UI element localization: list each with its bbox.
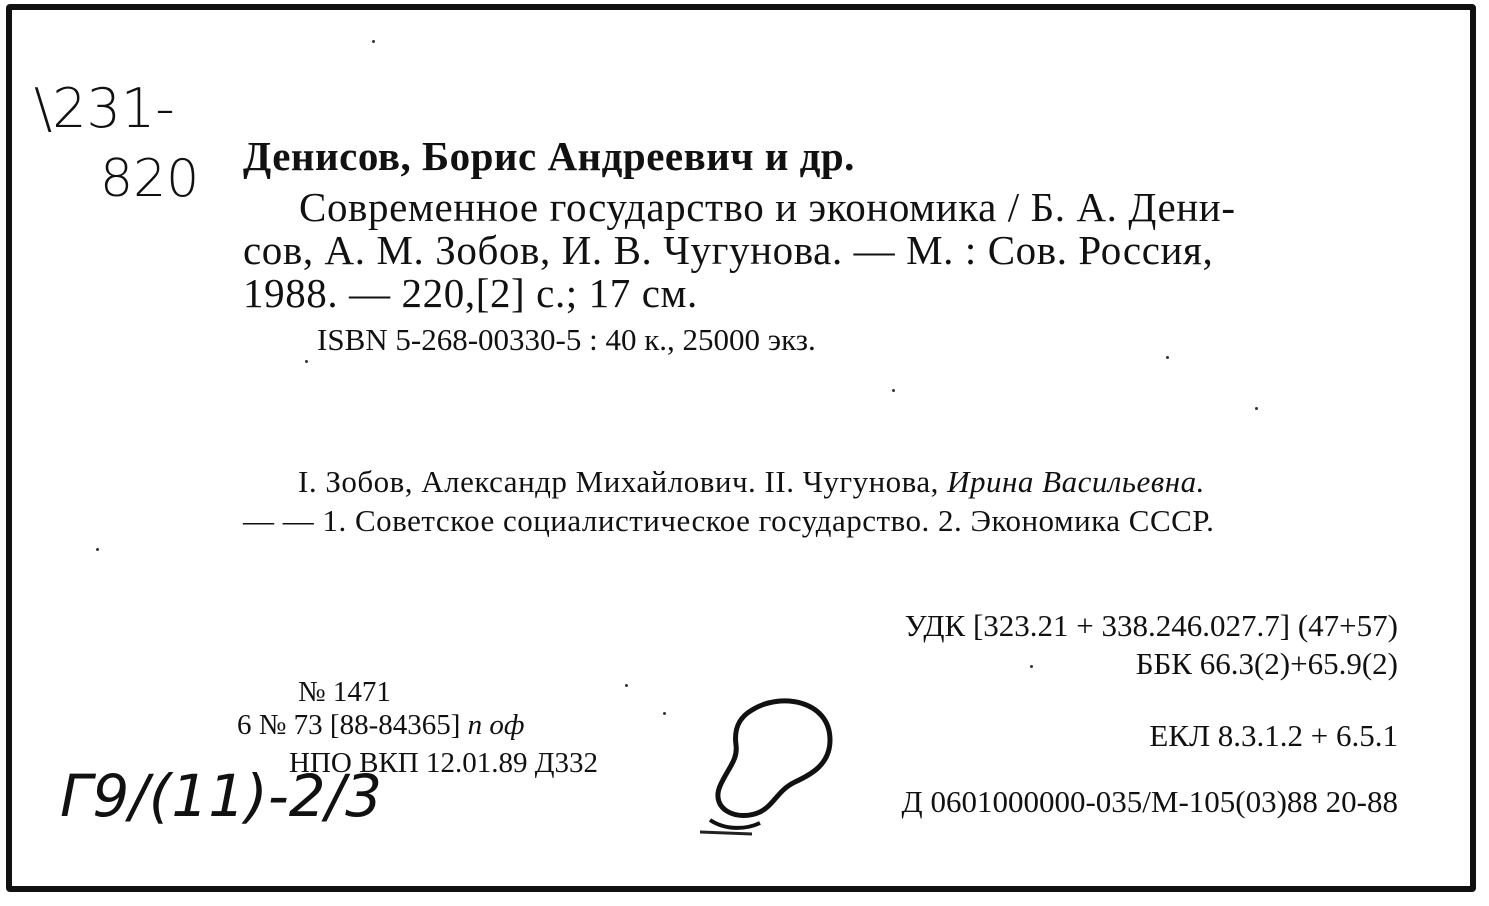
print-order-line xyxy=(237,711,524,740)
tracings-authors: I. Зобов, Александр Михайлович. II. Чугунова, xyxy=(298,464,948,499)
handwritten-shelfmark-line1: \231- xyxy=(34,77,175,140)
paper-speck xyxy=(1255,407,1258,410)
bbk-code: ББК 66.3(2)+65.9(2) xyxy=(1135,646,1398,681)
paper-speck xyxy=(305,360,308,363)
paper-speck xyxy=(96,548,99,551)
ink-stain-icon xyxy=(690,690,850,840)
entry-imprint-line: 1988. — 220,[2] с.; 17 см. xyxy=(243,270,698,316)
handwritten-bottom-note: Г9/(11)-2/3 xyxy=(60,762,383,830)
print-number: № 1471 xyxy=(298,676,391,708)
entry-title-line2: сов, А. М. Зобов, И. В. Чугунова. — М. : Сов. Россия, xyxy=(243,227,1214,273)
print-order: 6 № 73 [88-84365] xyxy=(237,709,468,741)
entry-title-line1: Современное государство и экономика / Б. А. Дени- xyxy=(299,184,1236,230)
print-order-suffix: п оф xyxy=(467,709,525,741)
paper-speck xyxy=(663,712,666,715)
isbn-line: ISBN 5-268-00330-5 : 40 к., 25000 экз. xyxy=(317,322,816,357)
tracings-line2: — — 1. Советское социалистическое государство. 2. Экономика СССР. xyxy=(243,503,1215,538)
tracings-author-italic: Ирина Васильевна. xyxy=(947,464,1205,499)
paper-speck xyxy=(625,684,628,687)
paper-speck xyxy=(892,389,895,392)
paper-speck xyxy=(372,40,375,43)
udk-code: УДК [323.21 + 338.246.027.7] (47+57) xyxy=(904,608,1398,643)
ekl-code: ЕКЛ 8.3.1.2 + 6.5.1 xyxy=(1149,718,1398,753)
publisher-code: Д 0601000000-035/М-105(03)88 20-88 xyxy=(901,784,1398,819)
tracings-line1 xyxy=(298,466,1205,497)
entry-heading: Денисов, Борис Андреевич и др. xyxy=(243,133,855,179)
paper-speck xyxy=(1030,665,1033,668)
print-nno-line: НПО ВКП 12.01.89 Д332 xyxy=(289,747,598,779)
paper-speck xyxy=(1166,356,1169,359)
handwritten-shelfmark-line2: 820 xyxy=(100,149,200,209)
